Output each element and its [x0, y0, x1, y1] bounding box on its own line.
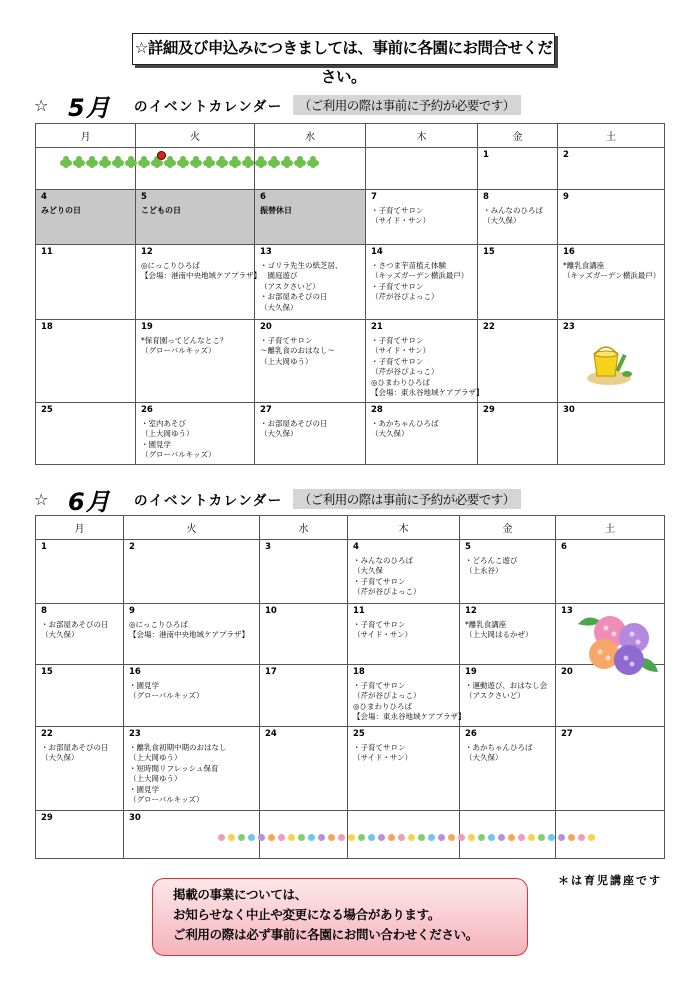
event-line: *離乳食講座	[563, 260, 605, 270]
weekday-header-row	[36, 516, 665, 540]
day-number: 18	[353, 667, 365, 677]
day-number: 30	[563, 405, 575, 415]
event-line: ・あかちゃんひろば	[371, 418, 439, 428]
day-cell	[460, 727, 556, 811]
event-line: （キッズガーデン横浜最戸）	[371, 271, 469, 280]
weekday-header: 土	[556, 516, 665, 540]
event-line: ・子育てサロン	[371, 356, 424, 366]
day-number: 5	[141, 192, 147, 202]
clover-icon	[255, 156, 267, 168]
event-line: *保育園ってどんなとこ？	[141, 335, 228, 345]
event-line: ◎にっこりひろば	[129, 619, 188, 629]
event-line: （グローバルキッズ）	[141, 450, 216, 459]
day-cell	[36, 811, 124, 859]
event-line: （大久保）	[260, 429, 298, 438]
clover-icon	[138, 156, 150, 168]
day-cell	[255, 403, 366, 465]
day-cell	[136, 148, 255, 190]
event-line: ・子育てサロン	[260, 335, 313, 345]
dot-icon	[488, 834, 495, 841]
day-number: 4	[41, 192, 47, 202]
day-number: 1	[483, 150, 489, 160]
event-line: ・子育てサロン	[371, 281, 424, 291]
day-cell	[558, 403, 665, 465]
event-line: （上大岡はるかぜ）	[465, 630, 533, 639]
day-number: 11	[41, 247, 53, 257]
day-cell	[136, 190, 255, 245]
event-line: （グローバルキッズ）	[129, 795, 204, 804]
day-cell	[348, 604, 460, 665]
clover-icon	[112, 156, 124, 168]
weekday-header: 月	[36, 124, 136, 148]
dot-icon	[358, 834, 365, 841]
june-month-label: 6月	[68, 487, 111, 516]
day-number: 12	[465, 606, 477, 616]
day-cell	[460, 665, 556, 727]
day-cell	[36, 604, 124, 665]
event-line: ・子育てサロン	[353, 576, 406, 586]
day-cell	[478, 320, 558, 403]
event-line: （キッズガーデン横浜最戸）	[563, 271, 661, 280]
day-number: 15	[41, 667, 53, 677]
clover-icon	[164, 156, 176, 168]
june-reservation-note: （ご利用の際は事前に予約が必要です）	[293, 489, 521, 509]
weekday-header-row	[36, 124, 665, 148]
day-number: 2	[563, 150, 569, 160]
event-line: こどもの日	[141, 205, 181, 215]
day-cell	[36, 148, 136, 190]
day-number: 27	[561, 729, 573, 739]
week-row	[36, 403, 665, 465]
day-cell	[348, 727, 460, 811]
event-line: ～離乳食のおはなし～	[260, 346, 335, 355]
day-number: 17	[265, 667, 277, 677]
may-calendar	[35, 123, 665, 465]
day-number: 20	[260, 322, 272, 332]
event-line: 園庭遊び	[260, 271, 298, 280]
day-number: 29	[41, 813, 53, 823]
day-cell	[136, 320, 255, 403]
day-cell	[366, 148, 478, 190]
day-number: 21	[371, 322, 383, 332]
event-line: 【会場：港南中央地域ケアプラザ】	[129, 630, 249, 639]
event-line: ・子育てサロン	[371, 205, 424, 215]
event-line: （上大岡ゆう）	[260, 356, 313, 366]
dot-icon	[498, 834, 505, 841]
event-line: 【会場：東永谷地域ケアプラザ】	[353, 712, 466, 721]
may-title: のイベントカレンダー	[134, 99, 283, 115]
dot-icon	[438, 834, 445, 841]
event-line: *離乳食講座	[465, 619, 507, 629]
day-cell	[36, 665, 124, 727]
week-row	[36, 727, 665, 811]
day-cell	[36, 540, 124, 604]
dot-icon	[278, 834, 285, 841]
day-cell	[478, 190, 558, 245]
clover-icon	[125, 156, 137, 168]
dot-icon	[518, 834, 525, 841]
dot-icon	[308, 834, 315, 841]
day-cell	[36, 190, 136, 245]
day-cell	[366, 245, 478, 320]
day-cell	[136, 245, 261, 320]
day-number: 26	[141, 405, 153, 415]
may-header	[34, 90, 521, 120]
day-cell	[366, 190, 478, 245]
event-line: （アスクさいど）	[260, 281, 320, 291]
event-line: （グローバルキッズ）	[129, 691, 204, 700]
event-line: ・運動遊び、おはなし会	[465, 680, 548, 690]
event-line: （アスクさいど）	[465, 691, 525, 700]
event-line: ・みんなのひろば	[353, 555, 413, 565]
day-cell	[558, 245, 665, 320]
day-cell	[558, 148, 665, 190]
day-number: 4	[353, 542, 359, 552]
day-number: 23	[563, 322, 575, 332]
event-line: （大久保	[353, 566, 383, 575]
event-line: ・子育てサロン	[353, 619, 406, 629]
may-reservation-note: （ご利用の際は事前に予約が必要です）	[293, 95, 521, 115]
clover-icon	[268, 156, 280, 168]
event-line: ・室内あそび	[141, 418, 186, 428]
dot-icon	[288, 834, 295, 841]
day-cell	[255, 148, 366, 190]
day-cell	[260, 604, 348, 665]
day-number: 2	[129, 542, 135, 552]
weekday-header: 金	[478, 124, 558, 148]
event-line: （サイド・サン）	[353, 753, 413, 762]
day-number: 6	[260, 192, 266, 202]
event-line: 【会場：東永谷地域ケアプラザ】	[371, 388, 484, 397]
dot-icon	[328, 834, 335, 841]
day-number: 13	[260, 247, 272, 257]
event-line: ・さつま芋苗植え体験	[371, 260, 446, 270]
day-cell	[348, 540, 460, 604]
event-line: ・子育てサロン	[371, 335, 424, 345]
dot-icon	[338, 834, 345, 841]
day-cell	[478, 148, 558, 190]
event-line: （大久保）	[260, 302, 298, 312]
weekday-header: 水	[255, 124, 366, 148]
dot-icon	[588, 834, 595, 841]
dot-icon	[478, 834, 485, 841]
event-line: ・園見学	[141, 439, 171, 449]
day-cell	[255, 190, 366, 245]
day-cell	[36, 320, 136, 403]
day-number: 16	[563, 247, 575, 257]
dot-icon	[578, 834, 585, 841]
week-row	[36, 665, 665, 727]
day-number: 8	[41, 606, 47, 616]
weekday-header: 火	[124, 516, 260, 540]
day-cell	[460, 604, 556, 665]
day-cell	[260, 665, 348, 727]
sand-bucket-icon	[585, 338, 633, 386]
clover-icon	[203, 156, 215, 168]
day-cell	[260, 540, 348, 604]
day-number: 18	[41, 322, 53, 332]
day-number: 9	[129, 606, 135, 616]
day-cell	[124, 665, 260, 727]
day-number: 5	[465, 542, 471, 552]
week-row	[36, 148, 665, 190]
day-number: 19	[465, 667, 477, 677]
clover-icon	[99, 156, 111, 168]
event-line: （大久保）	[41, 753, 79, 762]
day-cell	[478, 245, 558, 320]
clover-icon	[177, 156, 189, 168]
day-cell	[556, 727, 665, 811]
event-line: 振替休日	[260, 205, 292, 215]
event-line: ・どろんこ遊び	[465, 555, 518, 565]
event-line: （サイド・サン）	[371, 216, 431, 225]
day-cell	[124, 727, 260, 811]
day-cell	[460, 540, 556, 604]
event-line: ◎ひまわりひろば	[371, 377, 431, 387]
day-cell	[36, 245, 136, 320]
dot-border	[218, 834, 595, 841]
day-number: 14	[371, 247, 383, 257]
clover-icon	[294, 156, 306, 168]
event-line: ・お部屋あそびの日	[41, 742, 109, 752]
weekday-header: 木	[348, 516, 460, 540]
week-row	[36, 320, 665, 403]
clover-icon	[229, 156, 241, 168]
event-line: ・お部屋あそびの日	[260, 292, 328, 301]
event-line: ・短時間リフレッシュ保育	[129, 763, 219, 773]
star-icon: ☆	[34, 489, 49, 509]
day-cell	[558, 190, 665, 245]
day-number: 1	[41, 542, 47, 552]
week-row	[36, 604, 665, 665]
day-number: 15	[483, 247, 495, 257]
event-line: （大久保）	[483, 216, 521, 225]
dot-icon	[228, 834, 235, 841]
day-cell	[366, 403, 478, 465]
dot-icon	[298, 834, 305, 841]
day-cell	[255, 320, 366, 403]
june-title: のイベントカレンダー	[134, 493, 283, 509]
weekday-header: 火	[136, 124, 255, 148]
event-line: （上大岡ゆう）	[141, 429, 194, 438]
day-number: 13	[561, 606, 573, 616]
day-cell	[124, 540, 260, 604]
day-cell	[478, 403, 558, 465]
clover-icon	[216, 156, 228, 168]
day-number: 25	[353, 729, 365, 739]
clover-icon	[281, 156, 293, 168]
weekday-header: 土	[558, 124, 665, 148]
june-header	[34, 484, 521, 514]
june-calendar	[35, 515, 665, 859]
event-line: ・お部屋あそびの日	[260, 418, 328, 428]
event-line: （芹が谷ぴよっこ）	[371, 292, 439, 301]
day-cell	[260, 727, 348, 811]
day-number: 28	[371, 405, 383, 415]
dot-icon	[558, 834, 565, 841]
day-number: 29	[483, 405, 495, 415]
dot-icon	[458, 834, 465, 841]
day-number: 6	[561, 542, 567, 552]
day-number: 26	[465, 729, 477, 739]
event-line: （上大岡ゆう）	[129, 774, 182, 783]
clover-icon	[190, 156, 202, 168]
event-line: （芹が谷ぴよっこ）	[371, 367, 439, 376]
dot-icon	[408, 834, 415, 841]
event-line: （大久保）	[41, 630, 79, 639]
week-row	[36, 190, 665, 245]
bottom-notice-line: お知らせなく中止や変更になる場合があります。	[173, 907, 441, 922]
event-line: （グローバルキッズ）	[141, 346, 216, 355]
day-cell	[556, 540, 665, 604]
event-line: ・園見学	[129, 784, 159, 794]
event-line: （上大岡ゆう）	[129, 753, 182, 762]
dot-icon	[538, 834, 545, 841]
clover-icon	[73, 156, 85, 168]
dot-icon	[448, 834, 455, 841]
dot-icon	[348, 834, 355, 841]
day-number: 11	[353, 606, 365, 616]
dot-icon	[258, 834, 265, 841]
event-line: ・子育てサロン	[353, 742, 406, 752]
dot-icon	[368, 834, 375, 841]
bottom-notice	[152, 878, 528, 956]
dot-icon	[248, 834, 255, 841]
dot-icon	[378, 834, 385, 841]
day-number: 20	[561, 667, 573, 677]
event-line: （大久保）	[371, 429, 409, 438]
event-line: ・子育てサロン	[353, 680, 406, 690]
day-cell	[255, 245, 366, 320]
day-cell	[124, 604, 260, 665]
dot-icon	[218, 834, 225, 841]
clover-icon	[60, 156, 72, 168]
dot-icon	[388, 834, 395, 841]
day-number: 22	[41, 729, 53, 739]
event-line: ・みんなのひろば	[483, 205, 543, 215]
week-row	[36, 245, 665, 320]
clover-icon	[86, 156, 98, 168]
day-number: 10	[265, 606, 277, 616]
day-number: 3	[265, 542, 271, 552]
bottom-notice-line: 掲載の事業については、	[173, 887, 307, 902]
dot-icon	[268, 834, 275, 841]
weekday-header: 木	[366, 124, 478, 148]
star-icon: ☆	[34, 95, 49, 115]
day-number: 23	[129, 729, 141, 739]
event-line: （芹が谷ぴよっこ）	[353, 587, 421, 596]
clover-icon	[242, 156, 254, 168]
event-line: ・園見学	[129, 680, 159, 690]
weekday-header: 月	[36, 516, 124, 540]
day-number: 25	[41, 405, 53, 415]
day-cell	[36, 403, 136, 465]
event-line: ・あかちゃんひろば	[465, 742, 533, 752]
event-line: （大久保）	[465, 753, 503, 762]
day-number: 7	[371, 192, 377, 202]
event-line: （サイド・サン）	[371, 346, 431, 355]
day-cell	[136, 403, 255, 465]
day-number: 16	[129, 667, 141, 677]
dot-icon	[238, 834, 245, 841]
day-number: 8	[483, 192, 489, 202]
dot-icon	[398, 834, 405, 841]
dot-icon	[508, 834, 515, 841]
top-notice: ☆詳細及び申込みにつきましては、事前に各園にお問合せください。	[132, 33, 555, 65]
may-month-label: 5月	[68, 93, 111, 122]
clover-icon	[307, 156, 319, 168]
dot-icon	[418, 834, 425, 841]
day-number: 22	[483, 322, 495, 332]
dot-icon	[428, 834, 435, 841]
event-line: ◎にっこりひろば	[141, 260, 200, 270]
day-number: 24	[265, 729, 277, 739]
dot-icon	[568, 834, 575, 841]
day-cell	[36, 727, 124, 811]
clover-border	[60, 156, 319, 168]
event-line: ・離乳食初期中期のおはなし	[129, 742, 227, 752]
weekday-header: 水	[260, 516, 348, 540]
dot-icon	[318, 834, 325, 841]
week-row	[36, 540, 665, 604]
day-cell	[366, 320, 484, 403]
event-line: みどりの日	[41, 205, 81, 215]
day-number: 9	[563, 192, 569, 202]
dot-icon	[528, 834, 535, 841]
weekday-header: 金	[460, 516, 556, 540]
event-line: 【会場：港南中央地域ケアプラザ】	[141, 271, 261, 280]
day-number: 19	[141, 322, 153, 332]
clover-icon	[151, 156, 163, 168]
dot-icon	[468, 834, 475, 841]
footnote: ＊は育児講座です	[558, 874, 662, 887]
day-number: 30	[129, 813, 141, 823]
event-line: （上永谷）	[465, 566, 503, 575]
day-number: 12	[141, 247, 153, 257]
bottom-notice-line: ご利用の際は必ず事前に各園にお問い合わせください。	[173, 927, 479, 942]
event-line: ◎ひまわりひろば	[353, 701, 413, 711]
day-cell	[348, 665, 466, 727]
event-line: ・ゴリラ先生の紙芝居、	[260, 260, 343, 270]
event-line: ・お部屋あそびの日	[41, 619, 109, 629]
hydrangea-icon	[574, 606, 660, 684]
dot-icon	[548, 834, 555, 841]
day-number: 27	[260, 405, 272, 415]
event-line: （サイド・サン）	[353, 630, 413, 639]
event-line: （芹が谷ぴよっこ）	[353, 691, 421, 700]
